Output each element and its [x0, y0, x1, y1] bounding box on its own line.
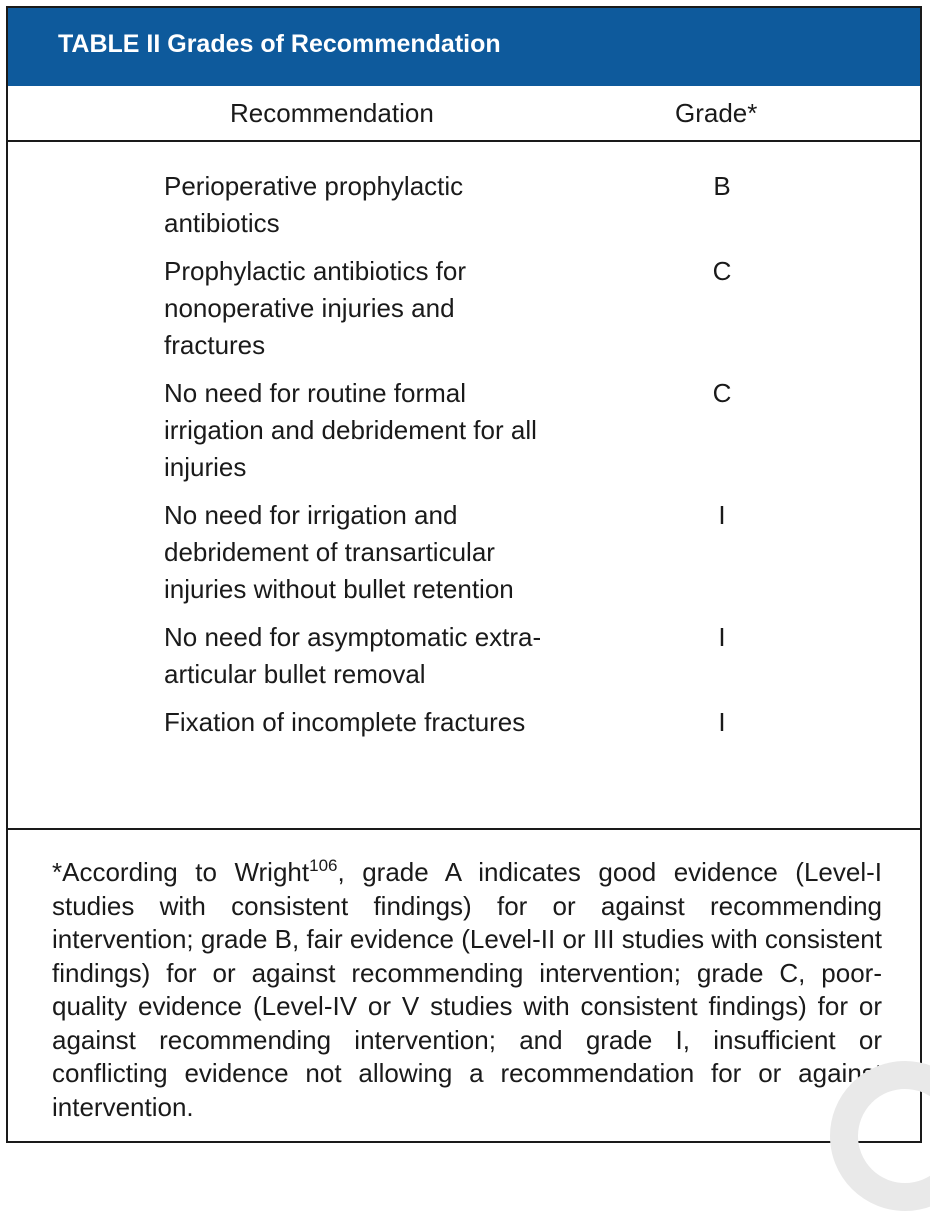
recommendation-cell: Perioperative prophylactic antibiotics [164, 171, 464, 238]
footnote-reference: 106 [309, 856, 338, 875]
table-body [8, 168, 920, 752]
table-title: TABLE II Grades of Recommendation [58, 30, 501, 58]
table-row [8, 375, 920, 486]
table-row [8, 704, 920, 741]
grade-cell: C [712, 256, 732, 286]
recommendation-cell: No need for irrigation and debridement of transarticular injuries without bullet retention [164, 500, 514, 604]
table-row [8, 253, 920, 364]
grade-cell: C [712, 378, 732, 408]
recommendation-cell: No need for asymptomatic extra-articular bullet removal [164, 622, 542, 689]
grade-cell: I [718, 500, 726, 530]
grade-cell: B [713, 171, 731, 201]
footnote-text: , grade A indicates good evidence (Level-I studies with consistent findings) for or against recommending intervention; grade B, fair evidence (Level-II or III studies with consistent findings) for or against recommending intervention; grade C, poor-quality evidence (Level-IV or V studies with consistent findings) for or against recommending intervention; and grade I, insufficient or conflicting evidence not allowing a recommendation for or against intervention. [52, 857, 883, 1122]
column-header-recommendation: Recommendation [230, 98, 434, 128]
table-title-bar [8, 8, 920, 86]
grade-cell: I [718, 707, 726, 737]
footnote-divider [8, 828, 920, 830]
recommendation-cell: Fixation of incomplete fractures [164, 707, 526, 737]
table-header-row [8, 86, 920, 142]
recommendation-cell: No need for routine formal irrigation and debridement for all injuries [164, 378, 537, 482]
recommendation-table [6, 6, 922, 1143]
grade-cell: I [718, 622, 726, 652]
footnote-lead: *According to Wright [52, 857, 310, 887]
table-row [8, 168, 920, 242]
recommendation-cell: Prophylactic antibiotics for nonoperative injuries and fractures [164, 256, 467, 360]
table-footnote [52, 856, 882, 1124]
table-row [8, 619, 920, 693]
table-row [8, 497, 920, 608]
column-header-grade: Grade* [675, 98, 758, 128]
